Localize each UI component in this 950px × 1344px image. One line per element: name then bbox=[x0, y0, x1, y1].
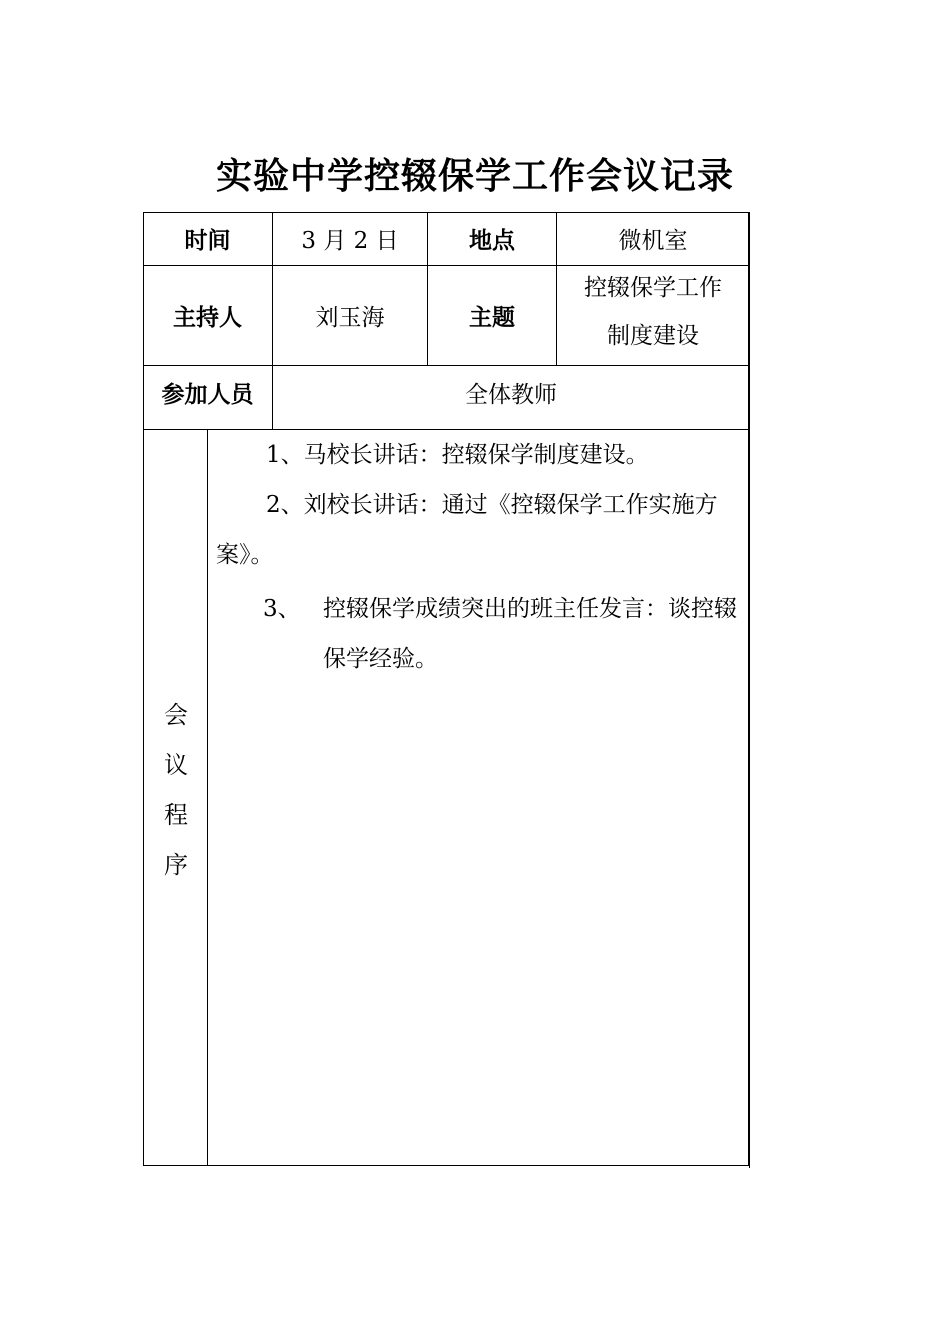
agenda-item-1: 1、马校长讲话：控辍保学制度建设。 bbox=[266, 442, 649, 468]
time-label: 时间 bbox=[184, 228, 231, 254]
agenda-label bbox=[145, 690, 207, 890]
topic-label: 主题 bbox=[469, 305, 515, 331]
agenda-label-char-4: 序 bbox=[164, 851, 188, 879]
table-right-border bbox=[749, 212, 750, 1168]
agenda-content bbox=[216, 430, 746, 684]
time-value: 3 月 2 日 bbox=[301, 228, 399, 254]
document-title: 实验中学控辍保学工作会议记录 bbox=[215, 156, 734, 197]
agenda-item-2: 2、刘校长讲话：通过《控辍保学工作实施方案》。 bbox=[216, 492, 718, 568]
attendees-label: 参加人员 bbox=[161, 381, 254, 408]
agenda-label-char-3: 程 bbox=[164, 801, 188, 829]
place-label: 地点 bbox=[469, 228, 515, 254]
topic-value bbox=[557, 262, 749, 361]
agenda-item-3 bbox=[216, 584, 746, 684]
topic-value-line-1: 控辍保学工作 bbox=[584, 274, 722, 301]
place-value: 微机室 bbox=[618, 228, 688, 254]
agenda-item-3-text: 控辍保学成绩突出的班主任发言：谈控辍保学经验。 bbox=[323, 596, 737, 672]
host-label: 主持人 bbox=[173, 305, 242, 331]
host-value: 刘玉海 bbox=[315, 305, 385, 331]
attendees-value: 全体教师 bbox=[465, 381, 557, 408]
topic-value-line-2: 制度建设 bbox=[607, 322, 699, 349]
agenda-col-divider bbox=[207, 429, 208, 1166]
agenda-label-char-2: 议 bbox=[164, 751, 188, 779]
agenda-item-3-number: 3、 bbox=[263, 596, 301, 622]
agenda-label-char-1: 会 bbox=[164, 701, 188, 729]
